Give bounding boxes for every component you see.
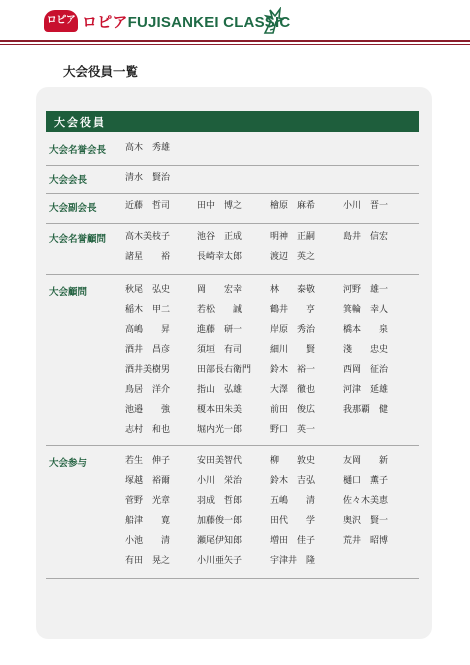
official-name: 西岡 征治 (343, 365, 389, 375)
official-name: 若生 伸子 (125, 456, 171, 466)
official-name: 瀬尾伊知郎 (197, 536, 243, 546)
official-name: 田部長右衛門 (197, 365, 252, 375)
official-name: 柳 敦史 (270, 456, 316, 466)
official-name: 河野 雄一 (343, 285, 389, 295)
official-name: 荒井 昭博 (343, 536, 389, 546)
header-rule-thin (0, 44, 470, 45)
official-name: 樋口 薫子 (343, 476, 389, 486)
official-name: 指山 弘雄 (197, 385, 243, 395)
section-divider (46, 578, 419, 579)
section-title: 大会顧問 (49, 287, 88, 298)
official-name: 鶴井 亨 (270, 305, 316, 315)
official-name: 稲木 甲二 (125, 305, 171, 315)
official-name: 前田 俊広 (270, 405, 316, 415)
official-name: 野口 英一 (270, 425, 316, 435)
section-divider (46, 193, 419, 194)
official-name: 若松 誠 (197, 305, 243, 315)
header (0, 0, 470, 44)
section-title: 大会名誉顧問 (49, 234, 107, 245)
official-name: 志村 和也 (125, 425, 171, 435)
official-name: 榎本田朱美 (197, 405, 243, 415)
official-name: 岡 宏幸 (197, 285, 243, 295)
official-name: 橋本 泉 (343, 325, 389, 335)
page-title: 大会役員一覧 (63, 64, 139, 79)
official-name: 進藤 研一 (197, 325, 243, 335)
official-name: 須垣 有司 (197, 345, 243, 355)
section-title: 大会名誉会長 (49, 145, 107, 156)
official-name: 諸星 裕 (125, 252, 171, 262)
official-name: 羽成 哲郎 (197, 496, 243, 506)
official-name: 鈴木 吉弘 (270, 476, 316, 486)
section-title: 大会参与 (49, 458, 88, 469)
section-divider (46, 445, 419, 446)
official-name: 鳥居 洋介 (125, 385, 171, 395)
official-name: 鈴木 裕一 (270, 365, 316, 375)
official-name: 高嶋 昇 (125, 325, 171, 335)
brand-wordmark (82, 11, 290, 31)
official-name: 菅野 光章 (125, 496, 171, 506)
official-name: 船津 寛 (125, 516, 171, 526)
official-name: 宇津井 隆 (270, 556, 316, 566)
official-name: 池谷 正成 (197, 232, 243, 242)
official-name: 河津 延雄 (343, 385, 389, 395)
official-name: 加藤俊一郎 (197, 516, 243, 526)
official-name: 増田 佳子 (270, 536, 316, 546)
official-name: 高木美枝子 (125, 232, 171, 242)
official-name: 酒井美樹男 (125, 365, 171, 375)
official-name: 岸原 秀治 (270, 325, 316, 335)
official-name: 長崎幸太郎 (197, 252, 243, 262)
official-name: 五嶋 清 (270, 496, 316, 506)
official-name: 林 泰敬 (270, 285, 316, 295)
bird-emblem-icon (262, 7, 284, 35)
table-header-bar (46, 111, 419, 132)
official-name: 島井 信宏 (343, 232, 389, 242)
official-name: 小池 清 (125, 536, 171, 546)
official-name: 我那覇 健 (343, 405, 389, 415)
section-title: 大会副会長 (49, 203, 97, 214)
official-name: 渡辺 英之 (270, 252, 316, 262)
official-name: 箕輪 幸人 (343, 305, 389, 315)
official-name: 清水 賢治 (125, 173, 171, 183)
official-name: 塚越 裕爾 (125, 476, 171, 486)
table-header-label: 大会役員 (54, 116, 106, 129)
official-name: 高木 秀雄 (125, 143, 171, 153)
official-name: 有田 晃之 (125, 556, 171, 566)
official-name: 淺 忠史 (343, 345, 389, 355)
official-name: 秋尾 弘史 (125, 285, 171, 295)
official-name: 奥沢 賢一 (343, 516, 389, 526)
official-name: 細川 賢 (270, 345, 316, 355)
section-divider (46, 165, 419, 166)
section-divider (46, 274, 419, 275)
official-name: 堀内光一郎 (197, 425, 243, 435)
official-name: 佐々木美恵 (343, 496, 389, 506)
section-divider (46, 223, 419, 224)
official-name: 田中 博之 (197, 201, 243, 211)
official-name: 酒井 昌彦 (125, 345, 171, 355)
official-name: 大澤 徹也 (270, 385, 316, 395)
brand-green-text: FUJISANKEI CLASSIC (127, 14, 291, 31)
official-name: 友岡 新 (343, 456, 389, 466)
official-name: 近藤 哲司 (125, 201, 171, 211)
header-rule-thick (0, 40, 470, 42)
official-name: 小川 晋一 (343, 201, 389, 211)
official-name: 小川亜矢子 (197, 556, 243, 566)
lopia-logo: ロピア (44, 10, 78, 32)
official-name: 檜原 麻希 (270, 201, 316, 211)
official-name: 明神 正嗣 (270, 232, 316, 242)
official-name: 小川 栄治 (197, 476, 243, 486)
section-title: 大会会長 (49, 175, 88, 186)
official-name: 安田美智代 (197, 456, 243, 466)
official-name: 田代 学 (270, 516, 316, 526)
official-name: 池邉 強 (125, 405, 171, 415)
brand-red-text: ロピア (82, 14, 128, 31)
